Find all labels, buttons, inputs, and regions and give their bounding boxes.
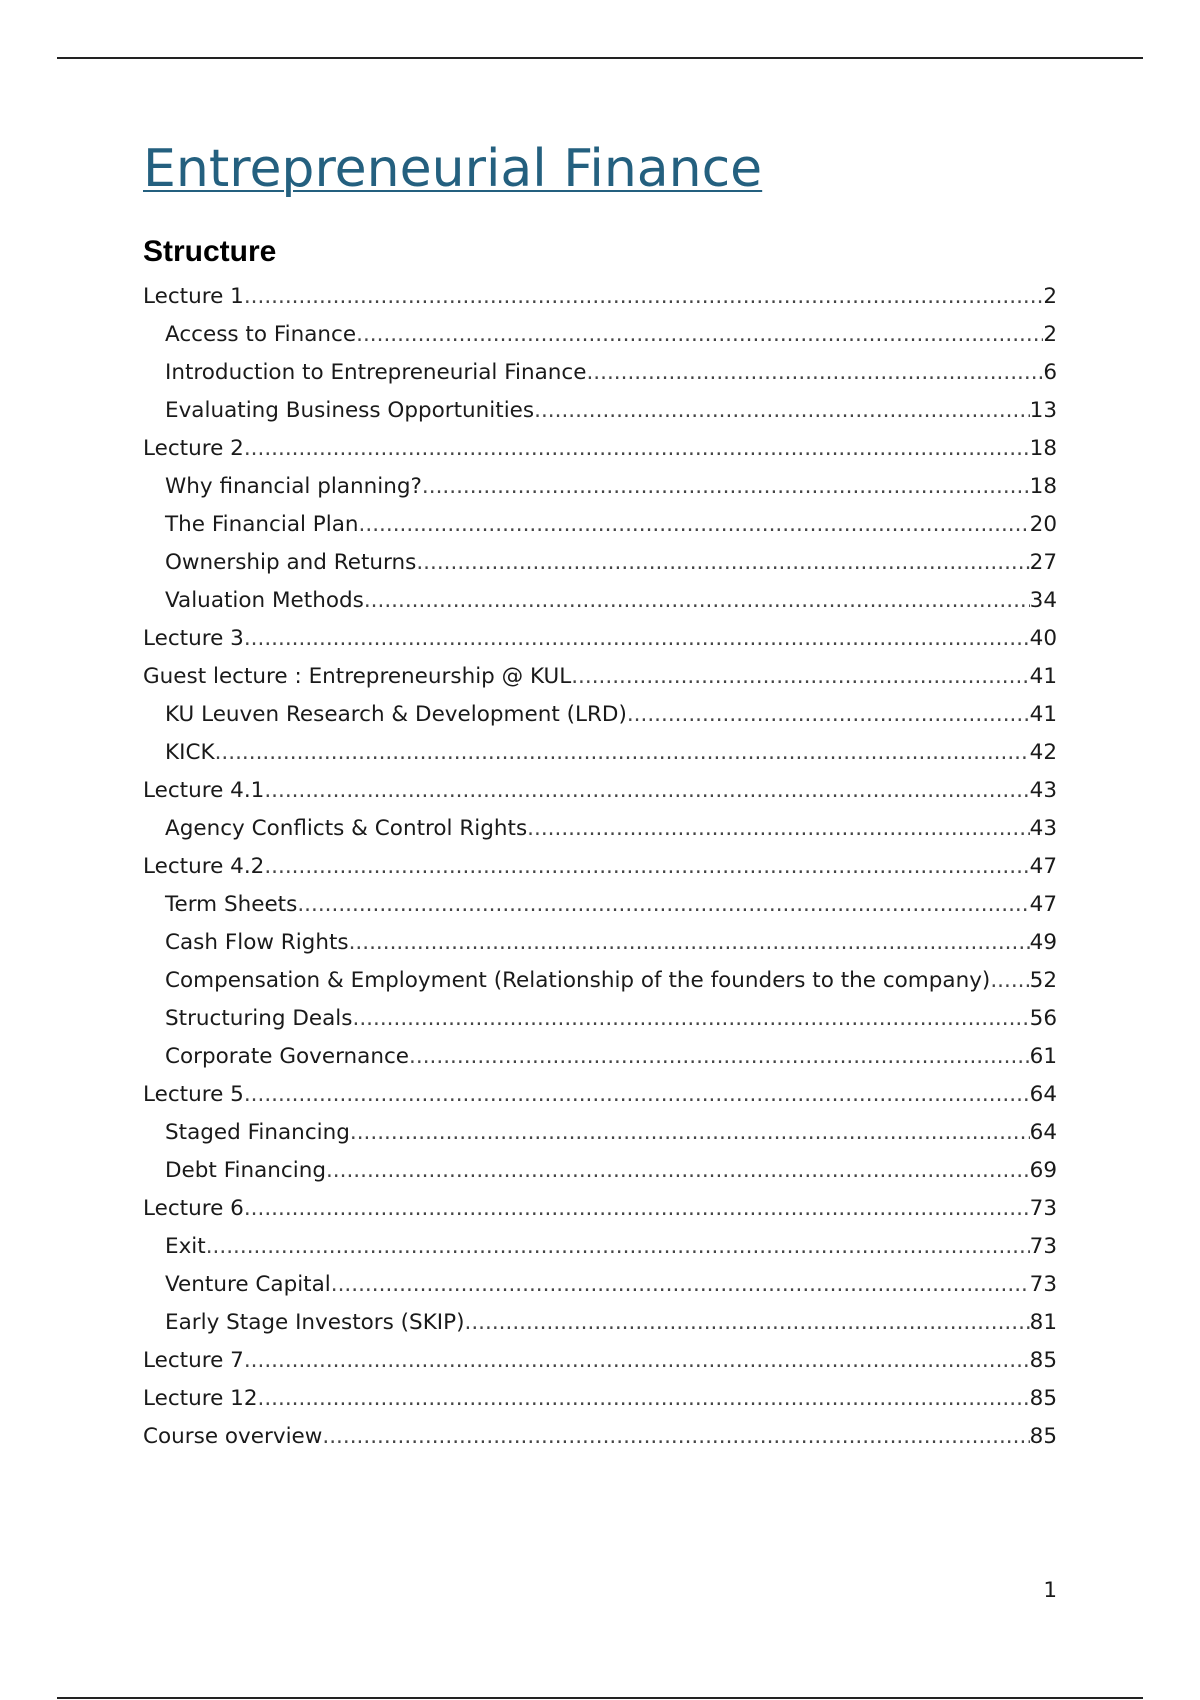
toc-dot-leader — [534, 392, 1030, 430]
toc-entry-label: Cash Flow Rights — [165, 930, 349, 955]
toc-entry-page: 18 — [1029, 474, 1057, 499]
toc-entry[interactable] — [143, 620, 1057, 658]
toc-entry-page: 49 — [1029, 930, 1057, 955]
toc-entry-label: Lecture 12 — [143, 1386, 258, 1411]
toc-entry-label: Early Stage Investors (SKIP) — [165, 1310, 465, 1335]
toc-entry[interactable] — [143, 354, 1057, 392]
toc-dot-leader — [409, 1038, 1030, 1076]
toc-entry-label: Introduction to Entrepreneurial Finance — [165, 360, 587, 385]
toc-entry[interactable] — [143, 1380, 1057, 1418]
toc-entry[interactable] — [143, 278, 1057, 316]
toc-entry-label: Venture Capital — [165, 1272, 331, 1297]
toc-entry-page: 85 — [1029, 1348, 1057, 1373]
toc-dot-leader — [322, 1418, 1029, 1456]
toc-entry-page: 69 — [1029, 1158, 1057, 1183]
table-of-contents — [143, 278, 1057, 1456]
toc-dot-leader — [244, 278, 1043, 316]
toc-entry-label: Term Sheets — [165, 892, 298, 917]
toc-dot-leader — [264, 848, 1029, 886]
toc-entry[interactable] — [143, 544, 1057, 582]
toc-dot-leader — [244, 1076, 1030, 1114]
toc-dot-leader — [244, 430, 1030, 468]
toc-entry-page: 81 — [1029, 1310, 1057, 1335]
toc-entry-label: Evaluating Business Opportunities — [165, 398, 535, 423]
toc-entry-label: Access to Finance — [165, 322, 357, 347]
toc-entry-page: 13 — [1029, 398, 1057, 423]
toc-entry-label: Lecture 7 — [143, 1348, 244, 1373]
toc-entry[interactable] — [143, 582, 1057, 620]
toc-entry-page: 43 — [1029, 778, 1057, 803]
toc-entry-page: 41 — [1029, 664, 1057, 689]
toc-dot-leader — [571, 658, 1029, 696]
toc-entry-page: 47 — [1029, 854, 1057, 879]
toc-entry-page: 64 — [1029, 1120, 1057, 1145]
toc-entry-label: Course overview — [143, 1424, 323, 1449]
toc-entry[interactable] — [143, 810, 1057, 848]
toc-entry[interactable] — [143, 658, 1057, 696]
toc-entry-page: 18 — [1029, 436, 1057, 461]
toc-dot-leader — [326, 1152, 1030, 1190]
toc-entry-label: KU Leuven Research & Development (LRD) — [165, 702, 627, 727]
toc-entry[interactable] — [143, 316, 1057, 354]
toc-entry-page: 61 — [1029, 1044, 1057, 1069]
toc-entry-label: Lecture 3 — [143, 626, 244, 651]
toc-entry-page: 52 — [1029, 968, 1057, 993]
toc-entry-label: Lecture 6 — [143, 1196, 244, 1221]
toc-entry-page: 85 — [1029, 1386, 1057, 1411]
toc-dot-leader — [215, 734, 1030, 772]
toc-entry[interactable] — [143, 1304, 1057, 1342]
footer-rule — [57, 1697, 1143, 1699]
toc-dot-leader — [297, 886, 1029, 924]
toc-entry-page: 64 — [1029, 1082, 1057, 1107]
toc-dot-leader — [364, 582, 1030, 620]
toc-dot-leader — [244, 620, 1030, 658]
toc-entry[interactable] — [143, 1266, 1057, 1304]
toc-entry-page: 47 — [1029, 892, 1057, 917]
toc-dot-leader — [244, 1342, 1030, 1380]
toc-entry-label: KICK — [165, 740, 215, 765]
document-title: Entrepreneurial Finance — [143, 139, 763, 199]
toc-entry[interactable] — [143, 734, 1057, 772]
toc-entry-label: Lecture 2 — [143, 436, 244, 461]
toc-entry-label: Structuring Deals — [165, 1006, 353, 1031]
toc-entry[interactable] — [143, 468, 1057, 506]
toc-entry[interactable] — [143, 430, 1057, 468]
toc-entry-page: 40 — [1029, 626, 1057, 651]
toc-entry-label: Lecture 4.2 — [143, 854, 265, 879]
page-number: 1 — [1043, 1578, 1057, 1603]
toc-entry-page: 27 — [1029, 550, 1057, 575]
section-heading: Structure — [143, 235, 277, 268]
toc-entry-label: Exit — [165, 1234, 206, 1259]
toc-entry[interactable] — [143, 924, 1057, 962]
toc-entry-page: 6 — [1043, 360, 1057, 385]
header-rule — [57, 57, 1143, 59]
toc-dot-leader — [359, 506, 1030, 544]
toc-entry-label: The Financial Plan — [165, 512, 359, 537]
toc-entry[interactable] — [143, 1076, 1057, 1114]
toc-entry-page: 20 — [1029, 512, 1057, 537]
toc-entry-page: 41 — [1029, 702, 1057, 727]
toc-entry-label: Lecture 1 — [143, 284, 244, 309]
toc-entry-page: 85 — [1029, 1424, 1057, 1449]
toc-dot-leader — [350, 1114, 1030, 1152]
toc-entry-page: 43 — [1029, 816, 1057, 841]
toc-entry-label: Guest lecture : Entrepreneurship @ KUL — [143, 664, 572, 689]
toc-entry-label: Why financial planning? — [165, 474, 422, 499]
toc-entry[interactable] — [143, 1152, 1057, 1190]
toc-entry-label: Lecture 5 — [143, 1082, 244, 1107]
toc-dot-leader — [258, 1380, 1030, 1418]
toc-dot-leader — [356, 316, 1043, 354]
toc-entry[interactable] — [143, 1190, 1057, 1228]
toc-entry[interactable] — [143, 1228, 1057, 1266]
toc-entry-page: 73 — [1029, 1272, 1057, 1297]
toc-entry[interactable] — [143, 848, 1057, 886]
toc-entry-label: Compensation & Employment (Relationship of the founders to the company) — [165, 968, 991, 993]
toc-entry-page: 2 — [1043, 322, 1057, 347]
toc-entry-page: 73 — [1029, 1234, 1057, 1259]
toc-entry[interactable] — [143, 1342, 1057, 1380]
toc-entry[interactable] — [143, 696, 1057, 734]
toc-entry-page: 34 — [1029, 588, 1057, 613]
toc-entry-label: Ownership and Returns — [165, 550, 417, 575]
toc-dot-leader — [352, 1000, 1029, 1038]
toc-entry-label: Agency Conflicts & Control Rights — [165, 816, 528, 841]
toc-dot-leader — [206, 1228, 1030, 1266]
toc-dot-leader — [422, 468, 1030, 506]
toc-dot-leader — [586, 354, 1043, 392]
toc-dot-leader — [627, 696, 1030, 734]
toc-dot-leader — [990, 962, 1029, 1000]
toc-entry[interactable] — [143, 1000, 1057, 1038]
toc-entry-page: 73 — [1029, 1196, 1057, 1221]
toc-entry-label: Staged Financing — [165, 1120, 350, 1145]
toc-entry[interactable] — [143, 772, 1057, 810]
toc-dot-leader — [465, 1304, 1030, 1342]
toc-entry[interactable] — [143, 1114, 1057, 1152]
toc-entry-label: Corporate Governance — [165, 1044, 410, 1069]
toc-entry-page: 2 — [1043, 284, 1057, 309]
toc-entry[interactable] — [143, 962, 1057, 1000]
toc-entry[interactable] — [143, 1038, 1057, 1076]
toc-dot-leader — [244, 1190, 1030, 1228]
toc-entry[interactable] — [143, 506, 1057, 544]
toc-entry-label: Valuation Methods — [165, 588, 364, 613]
toc-entry-label: Lecture 4.1 — [143, 778, 265, 803]
toc-dot-leader — [349, 924, 1030, 962]
toc-dot-leader — [331, 1266, 1030, 1304]
toc-entry-label: Debt Financing — [165, 1158, 326, 1183]
toc-entry[interactable] — [143, 392, 1057, 430]
toc-dot-leader — [264, 772, 1029, 810]
toc-entry-page: 56 — [1029, 1006, 1057, 1031]
toc-dot-leader — [527, 810, 1029, 848]
toc-dot-leader — [416, 544, 1029, 582]
toc-entry-page: 42 — [1029, 740, 1057, 765]
toc-entry[interactable] — [143, 1418, 1057, 1456]
toc-entry[interactable] — [143, 886, 1057, 924]
